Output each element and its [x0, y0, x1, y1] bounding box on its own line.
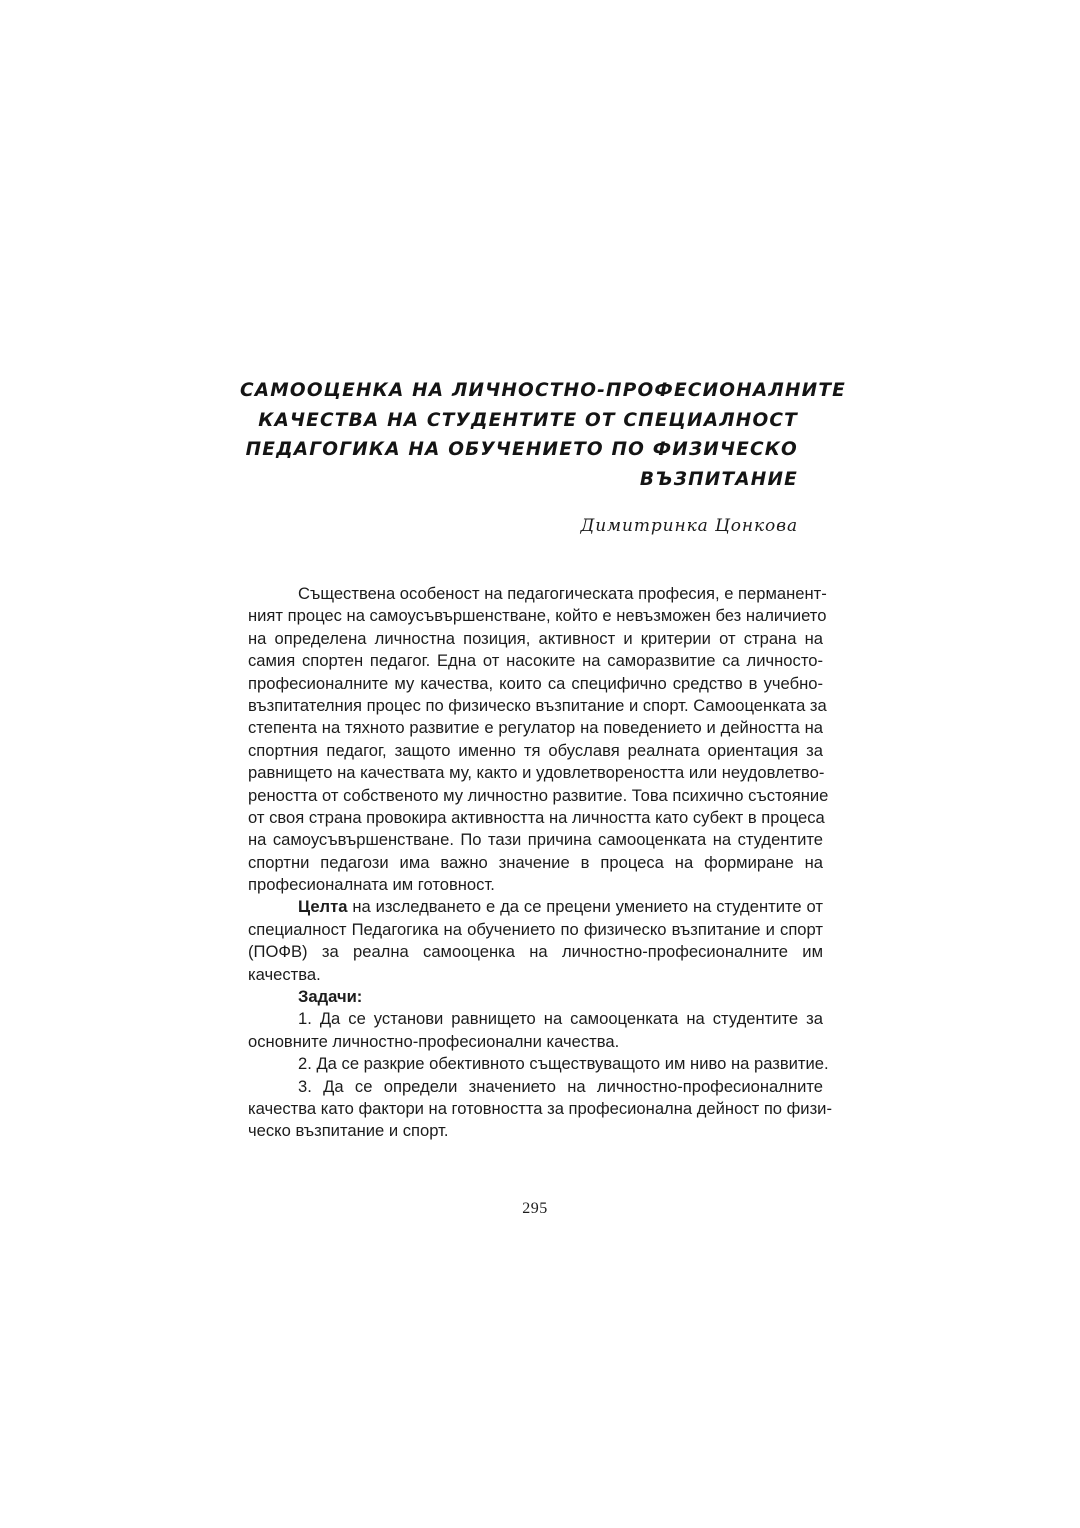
task-3-line: 3. Да се определи значението на личностно-професионалните — [298, 1076, 823, 1096]
paragraph-goal — [248, 896, 823, 986]
text-line: от своя страна провокира активността на личността като субект в процеса — [248, 807, 825, 827]
paragraph-intro — [248, 583, 829, 896]
goal-first-line-text: на изследването е да се прецени умението на студентите от — [352, 897, 823, 917]
title-line: КАЧЕСТВА НА СТУДЕНТИТЕ ОТ СПЕЦИАЛНОСТ — [258, 409, 798, 431]
task-1-line: основните личностно-професионални качества. — [248, 1031, 620, 1051]
text-line: спортния педагог, защото именно тя обуславя реалната ориентация за — [248, 740, 823, 760]
title-line: ПЕДАГОГИКА НА ОБУЧЕНИЕТО ПО ФИЗИЧЕСКО — [245, 439, 798, 460]
text-line: (ПОФВ) за реална самооценка на личностно-професионалните им — [248, 942, 823, 962]
text-line: Съществена особеност на педагогическата професия, е перманент- — [298, 584, 827, 603]
page-number: 295 — [522, 1200, 548, 1217]
tasks-heading: Задачи: — [298, 987, 363, 1007]
task-1-line: 1. Да се установи равнището на самооценката на студентите за — [298, 1009, 823, 1029]
text-line: на определена личностна позиция, активност и критерии от страна на — [248, 628, 823, 648]
text-line: степента на тяхното развитие е регулатор на поведението и дейността на — [248, 718, 823, 738]
article-title — [240, 376, 846, 494]
text-line: професионалните му качества, които са специфично средство в учебно- — [248, 673, 823, 693]
goal-first-line — [248, 896, 823, 918]
text-line: специалност Педагогика на обучението по физическо възпитание и спорт — [248, 919, 823, 939]
task-3-line: ческо възпитание и спорт. — [248, 1121, 449, 1141]
text-line: спортни педагози има важно значение в процеса на формиране на — [248, 852, 823, 872]
text-line: професионалната им готовност. — [248, 875, 495, 895]
task-3-line: качества като фактори на готовността за професионална дейност по физи- — [248, 1098, 832, 1118]
author-name: Димитринка Цонкова — [580, 516, 798, 536]
goal-label: Целта — [298, 897, 348, 917]
title-line: ВЪЗПИТАНИЕ — [639, 468, 798, 490]
text-line: качества. — [248, 964, 321, 984]
title-line: САМООЦЕНКА НА ЛИЧНОСТНО-ПРОФЕСИОНАЛНИТЕ — [240, 380, 846, 401]
text-line: реността от собственото му личностно развитие. Това психично състояние — [248, 785, 829, 805]
task-2-line: 2. Да се разкрие обективното съществуващото им ниво на развитие. — [298, 1054, 829, 1074]
text-line: самия спортен педагог. Една от насоките на саморазвитие са личносто- — [248, 651, 823, 671]
text-line: ният процес на самоусъвършенстване, който е невъзможен без наличието — [248, 606, 827, 626]
tasks-section — [248, 986, 832, 1143]
text-line: на самоусъвършенстване. По тази причина самооценката на студентите — [248, 830, 823, 850]
text-line: възпитателния процес по физическо възпитание и спорт. Самооценката за — [248, 695, 827, 715]
text-line: равнището на качествата му, както и удовлетвореността или неудовлетво- — [248, 763, 825, 783]
article-body — [248, 583, 832, 1143]
